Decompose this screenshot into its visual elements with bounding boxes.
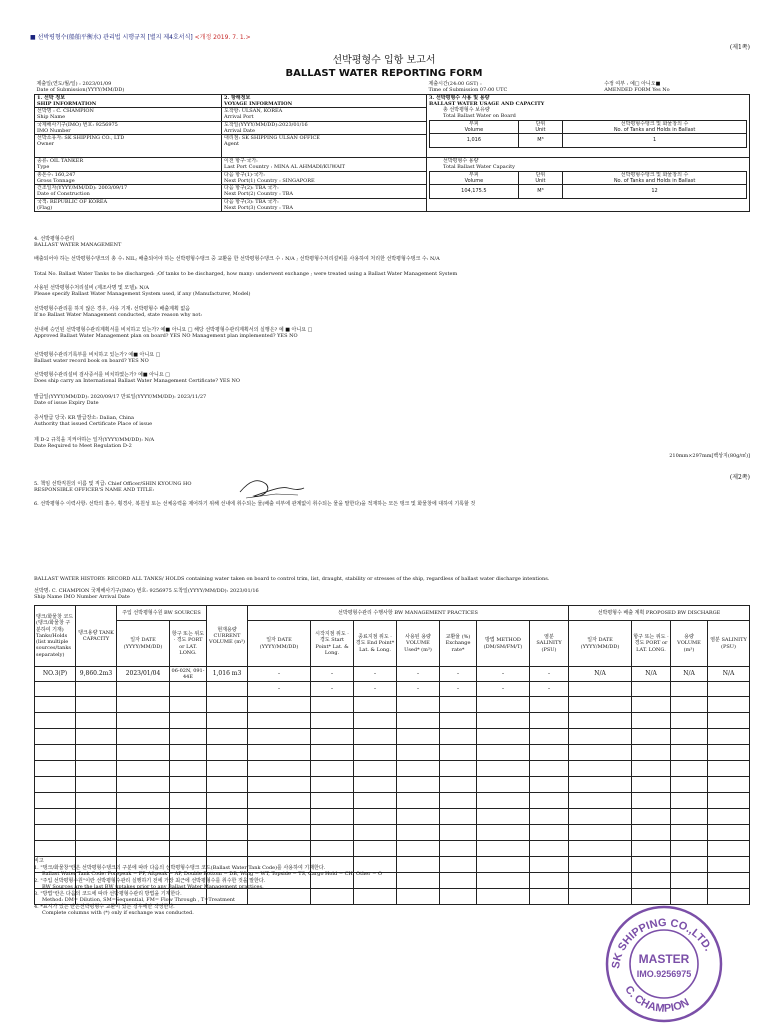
- capacity-tanks: 12: [563, 185, 747, 199]
- col-dis-date: 일자 DATE (YYYY/MM/DD): [569, 621, 632, 667]
- officer-signature: [236, 474, 306, 504]
- ship-info-table: [34, 81, 750, 212]
- col-end: 종료지점 위도 · 경도 End Point* Lat. & Long.: [354, 621, 397, 667]
- certificate-dates: 발급일(YYYY/MM/DD): 2020/09/17 만료일(YYYY/MM/DD): 2023/11/27 Date of issue Expiry Date: [34, 394, 207, 407]
- gross-tonnage: 총톤수: 160,247 Gross Tonnage: [35, 171, 222, 185]
- bwm-plan: 선내에 승인된 선박평형수관리계획서를 비치하고 있는가? 예■ 아니요 □ 해당 선박평형수관리계획서의 실행은? 예 ■ 아니요 □ Approved Ballast Water Management plan on board? YES NO Management plan implemented? YES NO: [34, 327, 313, 340]
- page-number-2: (제2쪽): [729, 474, 750, 481]
- table-row: [35, 745, 750, 761]
- record-book: 선박평형수관리기록부를 비치하고 있는가? 예■ 아니요 □ Ballast water record book on board? YES NO: [34, 352, 161, 365]
- page-title-korean: 선박평형수 입항 보고서: [332, 55, 436, 66]
- table-row: [35, 729, 750, 745]
- stamp-imo: IMO.9256975: [636, 969, 692, 979]
- onboard-volume: 1,016: [430, 134, 519, 148]
- next-port-1: 다음 항구(1)·국가: Next Port(1) Country : SINGAPORE: [222, 171, 427, 185]
- onboard-unit: M³: [518, 134, 562, 148]
- ballast-history-title: BALLAST WATER HISTORY: RECORD ALL TANKS/ HOLDS containing water taken on board to control trim, list, draught, stability or stresses of the ship, regardless of ballast water discharge intentions.: [34, 576, 550, 582]
- table-row: [35, 697, 750, 713]
- col-capacity: 탱크용량 TANK CAPACITY: [76, 606, 117, 667]
- capacity-volume: 104,175.5: [430, 185, 519, 199]
- col-used: 사용된 용량 VOLUME Used* (m³): [397, 621, 440, 667]
- ship-type: 종류: OIL TANKER Type: [35, 158, 222, 172]
- last-port: 이전 항구·국가: Last Port Country : MINA AL AHMADI/KUWAIT: [222, 158, 427, 172]
- col-current-volume: 현재용량 CURRENT VOLUME (m³): [207, 606, 248, 667]
- header-note-revision: <개정 2019. 7. 1.>: [194, 34, 251, 41]
- table-row: NO.3(P) 9,860.2m3 2023/01/04 06-02N, 091-44E 1,016 m3 - - - - - - - N/A N/A N/A N/A: [35, 667, 750, 682]
- no-bwm-reason: 선박평형수관리를 하지 않은 경우, 사유 기재: 선박평형수 배출계획 없음 If no Ballast Water Management conducted, state reason why not:: [34, 306, 203, 319]
- col-rate: 교환율 (%) Exchange rate*: [440, 621, 477, 667]
- onboard-tanks: 1: [563, 134, 747, 148]
- amended-form: 수정 여부 : 예□ 아니오■ AMENDED FORM Yes No: [604, 81, 670, 94]
- stamp-ring-text: SK SHIPPING CO.,LTD.: [609, 916, 715, 970]
- arrival-date: 도착일(YYYY/MM/DD):2023/01/16 Arrival Date: [222, 121, 427, 135]
- onboard-volume-table: 부피 Volume 단위 Unit 선박평형수탱크 및 화물창의 수 No. of Tanks and Holds in Ballast 1,016 M³ 1: [429, 120, 747, 149]
- col-src-port: 항구 또는 위도 · 경도 PORT or LAT. LONG.: [170, 621, 207, 667]
- ship-name: 선박명 : C. CHAMPION Ship Name: [35, 108, 222, 122]
- stamp-ring-text-2: C. CHAMPION: [622, 983, 692, 1015]
- col-dis-salinity: 염분 SALINITY (PSU): [708, 621, 750, 667]
- col-practices: 선박평형수관리 수행사항 BW MANAGEMENT PRACTICES: [248, 606, 569, 621]
- submission-date: 제출일(연도/월/일) : 2023/01/09 Date of Submission(YYYY/MM/DD): [36, 81, 125, 94]
- bw-management-heading: 4. 선박평형수관리 BALLAST WATER MANAGEMENT: [34, 236, 122, 249]
- stamp-master: MASTER: [638, 952, 690, 966]
- ship-owner: 선박소유자: SK SHIPPING CO., LTD Owner: [35, 135, 222, 158]
- col-start: 시작지점 위도 · 경도 Start Point* Lat. & Long.: [311, 621, 354, 667]
- certificate: 선박평형수관리설비 검사증서를 비치하였는가? 예■ 아니요 □ Does ship carry an International Ballast Water Management Certificate? YES NO: [34, 372, 241, 385]
- page-number-1: (제1쪽): [729, 44, 750, 51]
- history-ship-line: 선박명: C. CHAMPION 국제해사기구(IMO) 번호: 9256975 도착일(YYYY/MM/DD): 2023/01/16 Ship Name IMO Number Arrival Date: [34, 588, 259, 601]
- d2-date: 제 D-2 규칙을 지켜야하는 일자(YYYY/MM/DD): N/A Date Required to Meet Regulation D-2: [34, 437, 155, 450]
- tanks-to-discharge-en: Total No. Ballast Water Tanks to be discharged: ;Of tanks to be discharged, how many: underwent exchange ; were treated using a Ballast Water Management System: [34, 271, 458, 277]
- bwms-used: 사용된 선박평형수처리설비 (제조사명 및 모델): N/A Please specify Ballast Water Management System used, if any (Manufacturer, Model): [34, 285, 251, 298]
- col-bwm-date: 일자 DATE (YYYY/MM/DD): [248, 621, 311, 667]
- tanks-to-discharge-ko: 배출되어야 하는 선박평형수탱크의 총 수: NIL; 배출되어야 하는 선박평형수탱크 중 교환을 한 선박평형수탱크 수 : N/A ; 선박평형수처리설비를 사용하여 처리한 선박평형수탱크 수: N/A: [34, 256, 440, 262]
- table-row: [35, 777, 750, 793]
- ship-info-heading: 1. 선박 정보 SHIP INFORMATION: [35, 94, 222, 108]
- capacity-unit: M³: [518, 185, 562, 199]
- footnotes: 비고 1. "탱크/화물창"란은 선박평형수탱크의 구분에 따라 다음의 선박평형수탱크 코드(Ballast Water Tank Code)를 사용하여 기재한다. Ballast Water Tank Code: Forepeak = FP, Aftpeak = AP, Double Bottom = DB, Wing = WT, Topside = TS, Cargo Hold = CH, Other = O 2. "주입 선박평형수원"이란 선박평형수관리 실행하기 전에 가장 최근에 선박평형수를 취수한 것을 말한다. BW Sources are the last BW uptakes prior to any Ballast Water Management practices. 3. "방법"란은 다음의 코드에 따라 선박평형수관리 방법을 기재한다. Method: DM= Dilution, SM=Sequential, FM= Flow Through , T=Treatment 4. *표시가 있는 란은선박평형수 교환이 있는 경우에만 작성한다. Complete columns with (*) only if exchange was conducted.: [34, 858, 383, 916]
- col-tank: 탱크/화물창 코드(탱크/화물창 구분하여 기재) Tanks/Holds (list multiple sources/tanks separately): [35, 606, 76, 667]
- bw-capacity-section: 3. 선박평형수 사용 및 용량 BALLAST WATER USAGE AND CAPACITY 총 선박평형수 보유량 Total Ballast Water on Board 부피 Volume 단위 Unit 선박평형수탱크 및 화물창의 수 No. of Tanks and Holds in Ballast 1,016 M³ 1: [427, 94, 750, 158]
- bw-capacity-total: 선박평형수 용량 Total Ballast Water Capacity 부피 Volume 단위 Unit 선박평형수탱크 및 화물창의 수 No. of Tanks and Holds in Ballast 104,175.5 M³ 12: [427, 158, 750, 212]
- construction-date: 건조일자(YYYY/MM/DD): 2003/09/17 Date of Construction: [35, 185, 222, 199]
- col-salinity: 염분 SALINITY (PSU): [530, 621, 569, 667]
- submission-time: 제출시간(24:00 GST) : Time of Submission 07:00 UTC: [428, 81, 508, 94]
- paper-size-note: 210mm×297mm[백상지(80g/㎡)]: [669, 453, 750, 459]
- agent: 대리점: SK SHIPPING ULSAN OFFICE Agent: [222, 135, 427, 158]
- flag: 국적: REPUBLIC OF KOREA (Flag): [35, 198, 222, 212]
- imo-number: 국제해사기구(IMO) 번호: 9256975 IMO Number: [35, 121, 222, 135]
- table-row: [35, 793, 750, 809]
- master-stamp: [603, 903, 725, 1025]
- col-method: 방법 METHOD (DM/SM/FM/T): [477, 621, 530, 667]
- col-dis-port: 항구 또는 위도 · 경도 PORT or LAT. LONG.: [632, 621, 671, 667]
- responsible-officer: 5. 책임 선박직원의 이름 및 직급: Chief Officer/SHIN KYOUNG HO RESPONSIBLE OFFICER'S NAME AND TITLE:: [34, 481, 192, 494]
- table-row: [35, 761, 750, 777]
- voyage-info-heading: 2. 항해정보 VOYAGE INFORMATION: [222, 94, 427, 108]
- table-row: [35, 841, 750, 857]
- arrival-port: 도착항: ULSAN, KOREA Arrival Port: [222, 108, 427, 122]
- col-dis-volume: 용량 VOLUME (m³): [671, 621, 708, 667]
- table-row: [35, 809, 750, 825]
- capacity-volume-table: 부피 Volume 단위 Unit 선박평형수탱크 및 화물창의 수 No. of Tanks and Holds in Ballast 104,175.5 M³ 12: [429, 171, 747, 200]
- next-port-3: 다음 항구(3): TBA 국가: Next Port(3) Country : TBA: [222, 198, 427, 212]
- header-note-prefix: ■ 선박평형수(船舶平衡水) 관리법 시행규칙 [별지 제4호서식]: [30, 34, 193, 41]
- table-row: [35, 825, 750, 841]
- ballast-history-note-ko: 6. 선박평형수 이력사항: 선박의 흘수, 횡경사, 복원성 또는 선체응력을 제어하기 위해 선내에 취수되는 물(배출 여부에 관계없이 취수되는 물을 말한다)을 적재하는 모든 탱크 및 화물창에 대하여 기록할 것: [34, 501, 476, 507]
- issuing-authority: 증서발급 당국: KR 발급장소: Dalian, China Authority that issued Certificate Place of issue: [34, 415, 153, 428]
- table-row: [35, 713, 750, 729]
- col-sources: 주입 선박평형수원 BW SOURCES: [117, 606, 207, 621]
- next-port-2: 다음 항구(2): TBA 국가: Next Port(2) Country : TBA: [222, 185, 427, 199]
- table-row: - - - - - - -: [35, 682, 750, 697]
- col-src-date: 일자 DATE (YYYY/MM/DD): [117, 621, 170, 667]
- form-header-note: [30, 34, 251, 42]
- page-title: BALLAST WATER REPORTING FORM: [285, 68, 483, 79]
- col-discharge: 선박평형수 배출 계획 PROPOSED BW DISCHARGE: [569, 606, 750, 621]
